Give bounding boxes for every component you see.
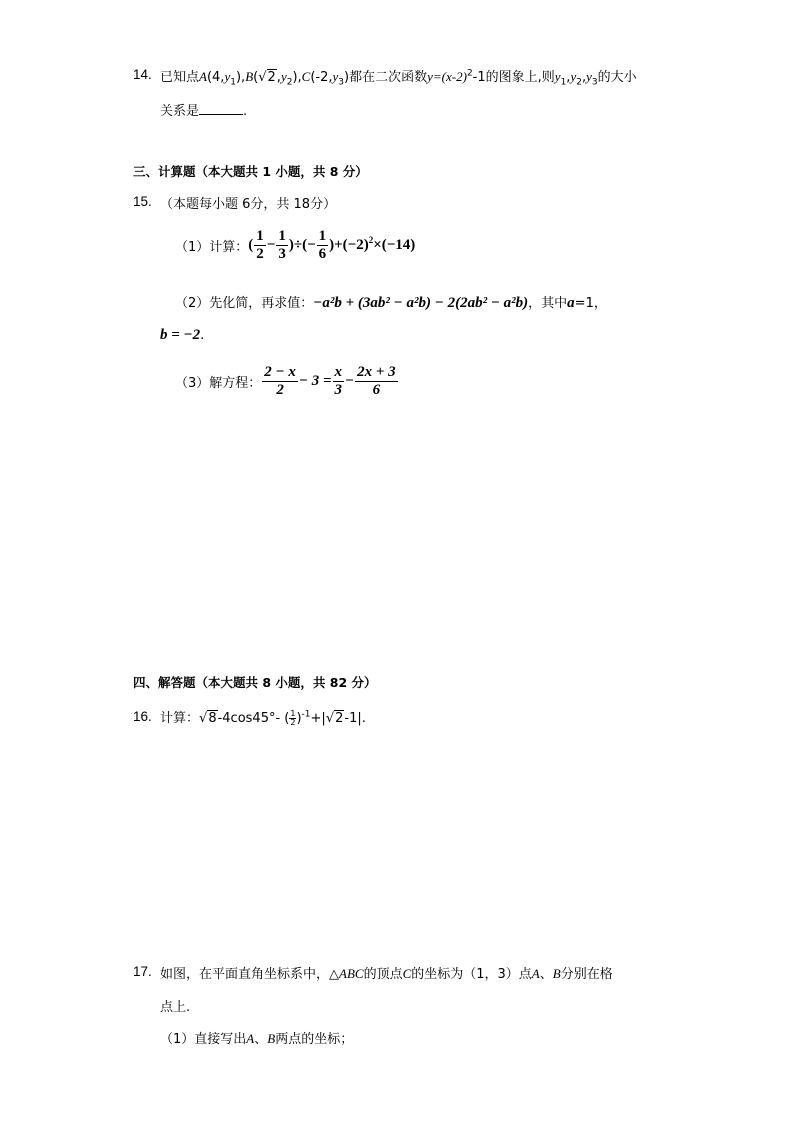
q16-mid: -4cos45°- ( [217, 711, 290, 726]
q14-point-b: B [245, 69, 254, 84]
q15-part3 [175, 364, 399, 399]
q14-vars-y2: y [570, 69, 577, 84]
q14-vars-y1: y [554, 69, 561, 84]
q14-text-b: 都在二次函数 [349, 70, 428, 85]
q14-sqrt2: 2 [267, 70, 276, 85]
q17-point-b: B [552, 966, 561, 981]
q14-text-c: 的图象上,则 [485, 70, 555, 85]
q14-line1: 已知点$A(4,y_1),B(√2,y_2),C(-2,y_3)$都在二次函数$y=(x-2)^2-1$的图象上,则$y_1,y_2,y_3$的大小 [160, 68, 637, 88]
q16-sqrt2: 2 [335, 711, 344, 726]
q14-func-end: -1 [472, 70, 486, 85]
q15-p2-label: （2）先化简，再求值： [175, 296, 314, 311]
q14-point-a: A [199, 69, 207, 84]
q15-part1 [175, 228, 415, 263]
q14-y1-sub: 1 [230, 77, 236, 88]
q14-vars-y3: y [586, 69, 592, 84]
q14-c-coord: (-2, [310, 70, 333, 85]
q17-point-a: A [531, 966, 540, 981]
q14-line2: 关系是 . [160, 104, 248, 119]
q17-point-c: C [402, 966, 412, 981]
q15-p2-a-val: =1， [574, 296, 607, 311]
q14-point-c: C [301, 69, 311, 84]
q16-exp: -1 [301, 709, 311, 720]
q14-text-d: 的大小 [597, 70, 637, 85]
q15-part2-line2: b = −2. [160, 327, 205, 343]
q16-number: 16. [133, 709, 152, 724]
q15-p3-label: （3）解方程： [175, 376, 262, 391]
answer-blank[interactable] [199, 102, 243, 115]
q15-p1-expr: ( $\frac{1}{2}$ − $\frac{1}{3}$ )÷(− $\frac{1}{6}$ )$+(-2)^2\times(-14)$ [248, 228, 416, 262]
q17-number: 17. [133, 964, 152, 979]
q15-part2 [175, 292, 607, 312]
q14-y1: y [224, 69, 231, 84]
q14-y2-sub: 2 [286, 77, 293, 88]
q17-line2: 点上. [160, 1000, 191, 1015]
q15-p3-expr: $\frac{2 - x}{2}$ − 3 = $\frac{x}{3}$ − $\frac{2x + 3}{6}$ [264, 364, 396, 398]
q15-number: 15. [133, 194, 152, 209]
q15-p1-label: （1）计算： [175, 240, 249, 255]
q14-y2: y [280, 69, 287, 84]
q17-line1: 如图，在平面直角坐标系中，△ABC的顶点C的坐标为（1，3）点A、B分别在格 [160, 966, 613, 982]
section4-title: 四、解答题（本大题共 8 小题，共 82 分） [133, 675, 377, 690]
q14-function: y=(x-2) [427, 69, 467, 84]
q15-p2-b: b = −2 [160, 327, 201, 343]
q14-number: 14. [133, 67, 152, 82]
q17-triangle-abc: ABC [339, 966, 364, 981]
q14-b-open: ( [253, 70, 259, 85]
q15-intro: （本题每小题 6分，共 18分） [160, 197, 337, 212]
q16-expr: 计算：√8-4cos45°- ( $\frac{1}{2}$ )$^{-1}$+|√2-1|. [160, 709, 366, 727]
q14-text-a: 已知点 [160, 70, 200, 85]
q15-p2-expr: −a²b + (3ab² − a²b) − 2(2ab² − a²b) [313, 295, 529, 311]
section3-title: 三、计算题（本大题共 1 小题，共 8 分） [133, 164, 368, 179]
q15-p2-where: ，其中 [528, 296, 568, 311]
q16-label: 计算： [160, 711, 200, 726]
q14-line2-text: 关系是 [160, 104, 200, 119]
q14-y3-sub: 3 [338, 77, 345, 88]
q17-part1: （1）直接写出A、B两点的坐标； [160, 1031, 354, 1047]
q16-sqrt8: 8 [208, 711, 217, 726]
q16-half: $\frac{1}{2}$ [290, 709, 296, 727]
q15-p2-a: a [567, 295, 575, 311]
q14-a-coord: (4, [206, 70, 225, 85]
q14-y3: y [332, 69, 339, 84]
q14-func-sup: 2 [466, 68, 473, 79]
